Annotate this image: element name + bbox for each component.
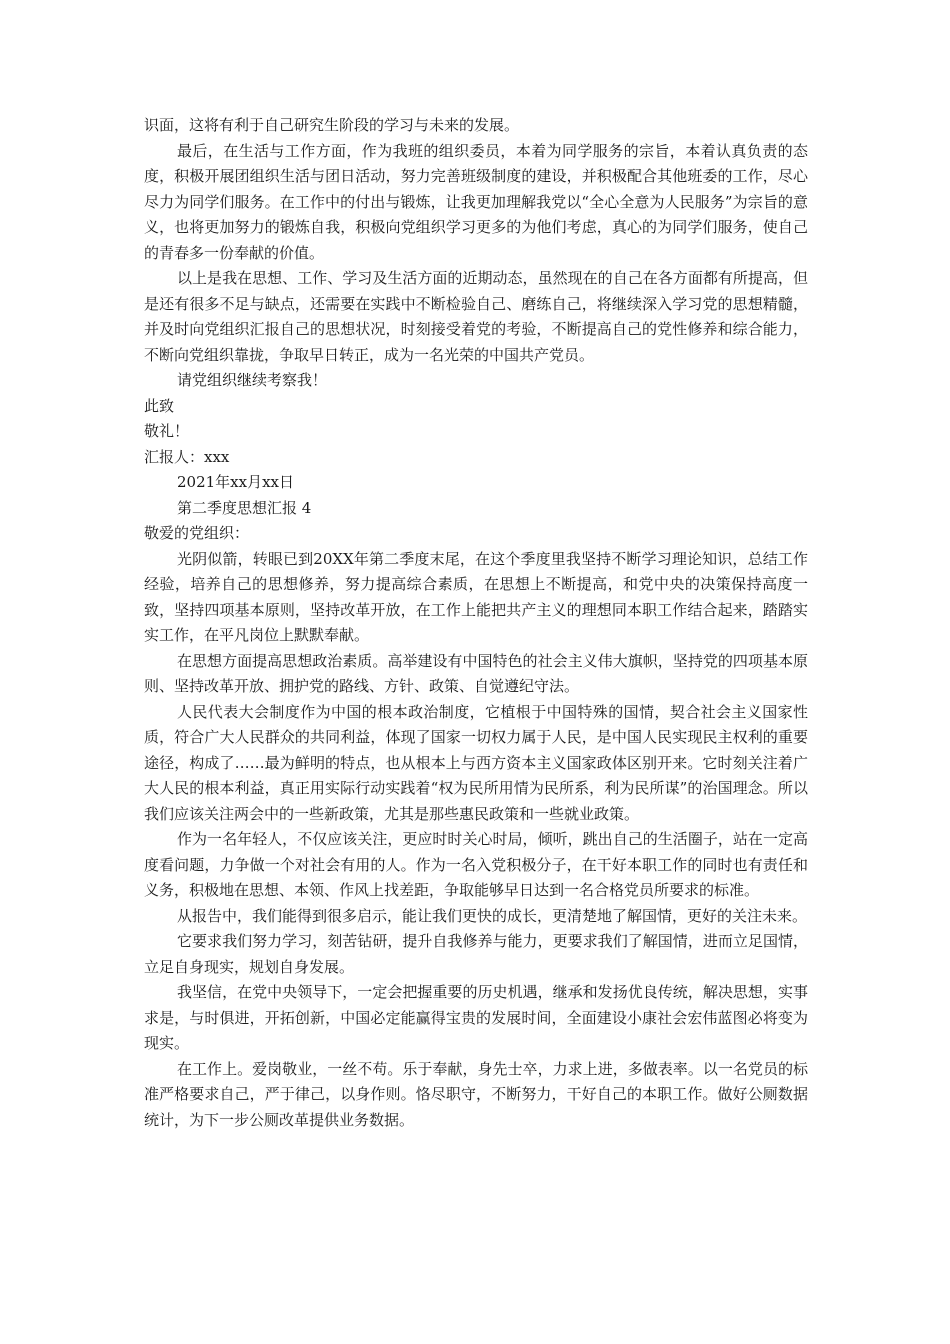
paragraph: 光阴似箭，转眼已到20XX年第二季度末尾，在这个季度里我坚持不断学习理论知识，总结工作经验，培养自己的思想修养，努力提高综合素质，在思想上不断提高，和党中央的决策保持高度一致，坚持四项基本原则，坚持改革开放，在工作上能把共产主义的理想同本职工作结合起来，踏踏实实工作，在平凡岗位上默默奉献。 — [144, 549, 808, 644]
paragraph: 它要求我们努力学习，刻苦钻研，提升自我修养与能力，更要求我们了解国情，进而立足国情，立足自身现实，规划自身发展。 — [144, 932, 808, 976]
paragraph: 从报告中，我们能得到很多启示，能让我们更快的成长，更清楚地了解国情，更好的关注未来。 — [177, 906, 808, 925]
reporter-line: 汇报人：xxx — [144, 447, 230, 466]
salutation-line: 敬礼！ — [144, 422, 190, 440]
date-line: 2021年xx月xx日 — [177, 473, 295, 491]
paragraph: 我坚信，在党中央领导下，一定会把握重要的历史机遇，继承和发扬优良传统，解决思想，实事求是，与时俱进，开拓创新，中国必定能赢得宝贵的发展时间，全面建设小康社会宏伟蓝图必将变为现实。 — [144, 983, 808, 1052]
document-body — [144, 113, 808, 1133]
paragraph: 以上是我在思想、工作、学习及生活方面的近期动态，虽然现在的自己在各方面都有所提高，但是还有很多不足与缺点，还需要在实践中不断检验自己、磨练自己，将继续深入学习党的思想精髓，并及时向党组织汇报自己的思想状况，时刻接受着党的考验，不断提高自己的党性修养和综合能力，不断向党组织靠拢，争取早日转正，成为一名光荣的中国共产党员。 — [144, 269, 808, 364]
paragraph: 在思想方面提高思想政治素质。高举建设有中国特色的社会主义伟大旗帜，坚持党的四项基本原则、坚持改革开放、拥护党的路线、方针、政策、自觉遵纪守法。 — [144, 651, 808, 695]
paragraph: 在工作上。爱岗敬业，一丝不苟。乐于奉献，身先士卒，力求上进，多做表率。以一名党员的标准严格要求自己，严于律己，以身作则。恪尽职守，不断努力，干好自己的本职工作。做好公厕数据统计，为下一步公厕改革提供业务数据。 — [144, 1059, 808, 1129]
paragraph: 最后，在生活与工作方面，作为我班的组织委员，本着为同学服务的宗旨，本着认真负责的态度，积极开展团组织生活与团日活动，努力完善班级制度的建设，并积极配合其他班委的工作，尽心尽力为同学们服务。在工作中的付出与锻炼，让我更加理解我党以“全心全意为人民服务”为宗旨的意义，也将更加努力的锻炼自我，积极向党组织学习更多的为他们考虑，真心的为同学们服务，使自己的青春多一份奉献的价值。 — [144, 141, 808, 262]
paragraph: 作为一名年轻人，不仅应该关注，更应时时关心时局，倾听，跳出自己的生活圈子，站在一定高度看问题，力争做一个对社会有用的人。作为一名入党积极分子，在干好本职工作的同时也有责任和义务，积极地在思想、本领、作风上找差距，争取能够早日达到一名合格党员所要求的标准。 — [144, 830, 808, 899]
paragraph: 请党组织继续考察我！ — [177, 371, 328, 389]
greeting-line: 敬爱的党组织： — [144, 524, 250, 542]
section-title: 第二季度思想汇报 4 — [177, 498, 312, 517]
paragraph: 识面，这将有利于自己研究生阶段的学习与未来的发展。 — [144, 116, 520, 134]
salutation-line: 此致 — [144, 396, 175, 415]
paragraph: 人民代表大会制度作为中国的根本政治制度，它植根于中国特殊的国情，契合社会主义国家性质，符合广大人民群众的共同利益，体现了国家一切权力属于人民，是中国人民实现民主权利的重要途径，构成了……最为鲜明的特点，也从根本上与西方资本主义国家政体区别开来。它时刻关注着广大人民的根本利益，真正用实际行动实践着“权为民所用情为民所系，利为民所谋”的治国理念。所以我们应该关注两会中的一些新政策，尤其是那些惠民政策和一些就业政策。 — [144, 702, 808, 823]
